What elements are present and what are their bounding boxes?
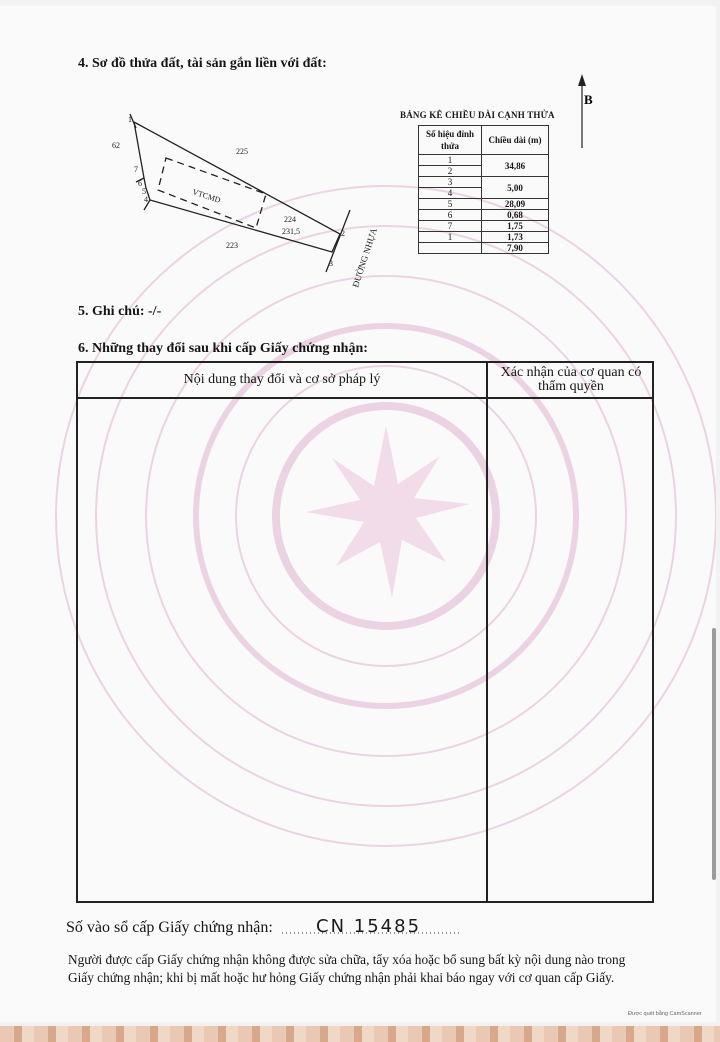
edge-point: 1 [419, 155, 482, 166]
scanner-footer: Được quét bằng CamScanner [628, 1011, 702, 1017]
section-4-title: 4. Sơ đồ thửa đất, tài sản gắn liền với đất: [78, 56, 327, 71]
changes-table-divider [486, 363, 488, 901]
edge-point: 7 [419, 221, 482, 232]
section-5-title: 5. Ghi chú: -/- [78, 304, 162, 319]
notice-line-1: Người được cấp Giấy chứng nhận không được sửa chữa, tẩy xóa hoặc bổ sung bất kỳ nội dung nào trong [68, 952, 626, 967]
parcel-area-label: 231,5 [282, 227, 300, 236]
point-label-6: 6 [138, 179, 142, 188]
edge-length: 34,86 [482, 155, 549, 177]
notice-line-2: Giấy chứng nhận; khi bị mất hoặc hư hỏng Giấy chứng nhận phải khai báo ngay với cơ quan cấp Giấy. [68, 970, 615, 985]
edge-point: 3 [419, 177, 482, 188]
edge-length-table [418, 125, 549, 254]
changes-table [76, 361, 654, 903]
point-label-1: 1 [128, 115, 132, 124]
edge-point: 1 [419, 232, 482, 243]
scrollbar-thumb[interactable] [712, 628, 716, 880]
edge-length: 1,75 [482, 221, 549, 232]
registration-label: Số vào sổ cấp Giấy chứng nhận: [66, 919, 273, 936]
neighbor-label-62: 62 [112, 141, 120, 150]
registration-number: CN 15485 [316, 916, 422, 937]
edge-length: 1,73 [482, 232, 549, 243]
point-label-4: 4 [144, 195, 148, 204]
point-label-3: 3 [329, 259, 333, 268]
dotted-underline [282, 930, 462, 936]
neighbor-label-223: 223 [226, 241, 238, 250]
edge-point [419, 243, 482, 254]
edge-length: 7,90 [482, 243, 549, 254]
edge-point: 4 [419, 188, 482, 199]
road-label: ĐƯỜNG NHỰA [350, 226, 379, 289]
north-arrow-label: B [584, 92, 593, 107]
edge-table-header-length: Chiều dài (m) [482, 126, 549, 155]
edge-length: 5,00 [482, 177, 549, 199]
edge-table-title: BẢNG KÊ CHIỀU DÀI CẠNH THỬA [400, 110, 555, 120]
edge-length: 28,09 [482, 199, 549, 210]
edge-point: 2 [419, 166, 482, 177]
parcel-diagram [100, 102, 390, 292]
neighbor-label-225: 225 [236, 147, 248, 156]
edge-point: 6 [419, 210, 482, 221]
edge-point: 5 [419, 199, 482, 210]
building-label: VTCMD [191, 187, 222, 205]
edge-length: 0,68 [482, 210, 549, 221]
point-label-5: 5 [142, 187, 146, 196]
parcel-boundary [134, 122, 340, 252]
bottom-decorative-strip [0, 1026, 720, 1042]
edge-table-header-point: Số hiệu đỉnh thửa [419, 126, 482, 155]
authority-confirmation-header: Xác nhận của cơ quan có thẩm quyền [500, 365, 642, 394]
north-arrow-icon [572, 74, 600, 150]
document-page [0, 6, 716, 1022]
neighbor-label-224: 224 [284, 215, 296, 224]
changes-content-header: Nội dung thay đổi và cơ sở pháp lý [183, 372, 381, 387]
point-label-7: 7 [134, 165, 138, 174]
section-6-title: 6. Những thay đổi sau khi cấp Giấy chứng nhận: [78, 341, 368, 356]
point-label-2: 2 [341, 229, 345, 238]
